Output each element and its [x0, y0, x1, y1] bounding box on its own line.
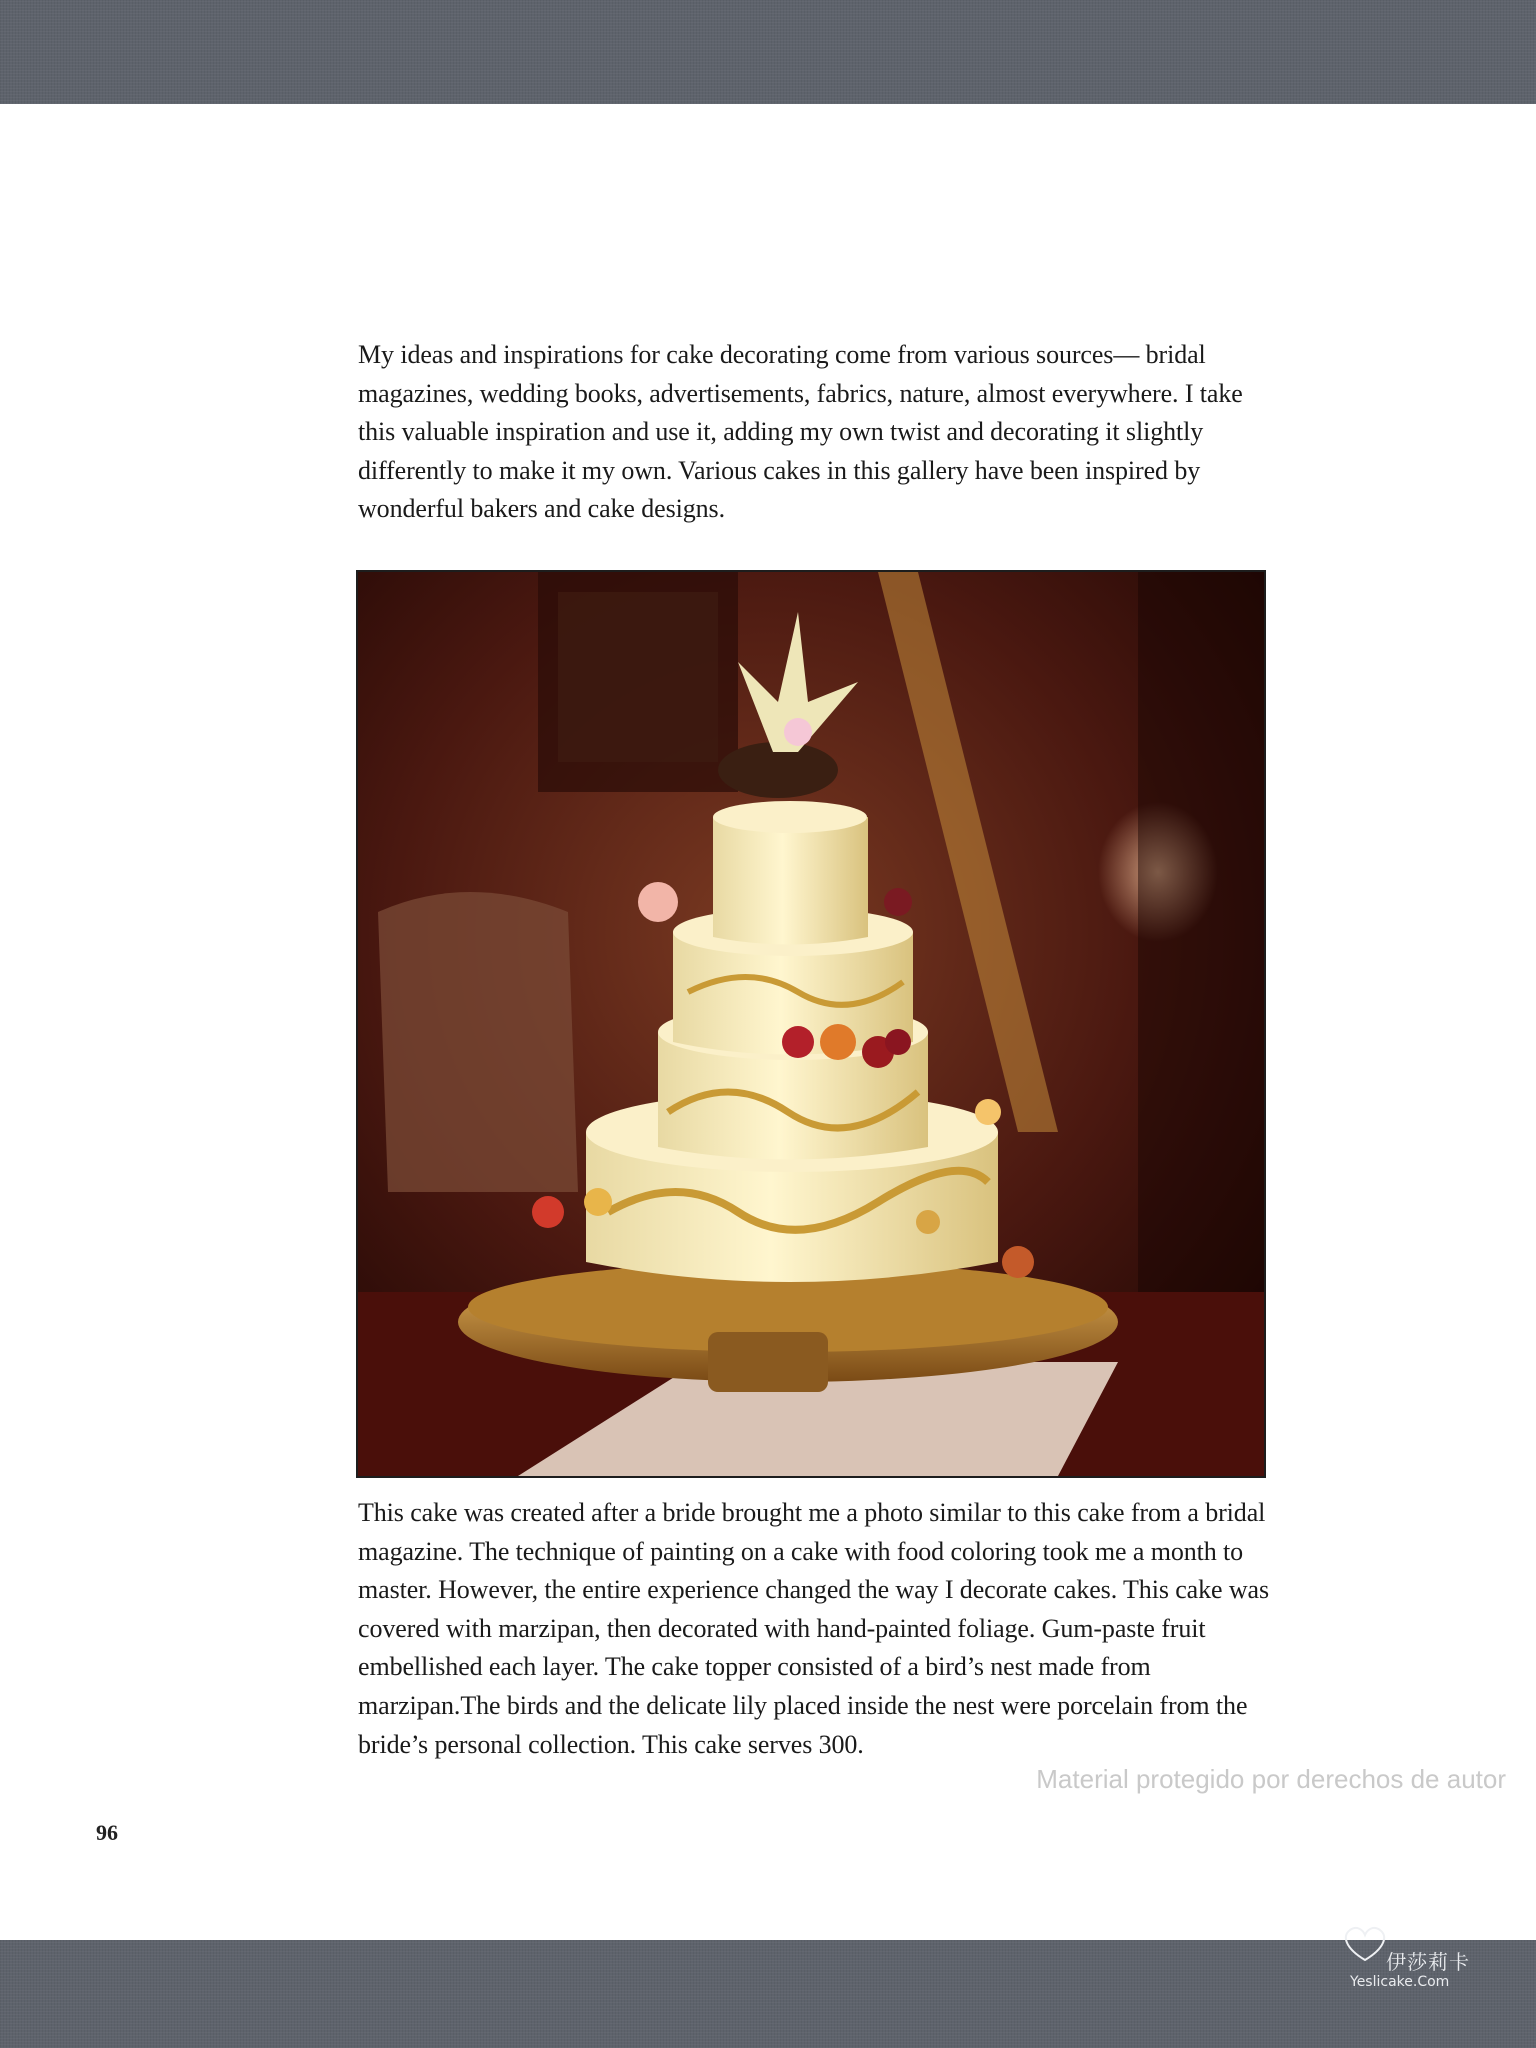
photo-caption: This cake was created after a bride brought me a photo similar to this cake from a bridal magazine. The technique of painting on a cake with food coloring took me a month to master. However, the entire experience changed the way I decorate cakes. This cake was covered with marzipan, then decorated with hand-painted foliage. Gum-paste fruit embellished each layer. The cake topper consisted of a bird’s nest made from marzipan.The birds and the delicate lily placed inside the nest were porcelain from the bride’s personal collection. This cake serves 300. — [358, 1498, 1269, 1759]
cake-photo — [356, 570, 1266, 1478]
heart-outline-icon — [1340, 1924, 1390, 1964]
copyright-watermark: Material protegido por derechos de autor — [1036, 1764, 1506, 1794]
site-logo — [1340, 1924, 1510, 1994]
logo-chinese-text: 伊莎莉卡 — [1386, 1950, 1470, 1974]
bottom-frame-bar — [0, 1940, 1536, 2048]
logo-english-text: Yeslicake.Com — [1350, 1974, 1450, 1990]
page-number: 96 — [96, 1820, 118, 1845]
book-page[interactable] — [0, 104, 1536, 1940]
intro-paragraph: My ideas and inspirations for cake decorating come from various sources— bridal magazines, wedding books, advertisements, fabrics, nature, almost everywhere. I take this valuable inspiration and use it, adding my own twist and decorating it slightly differently to make it my own. Various cakes in this gallery have been inspired by wonderful bakers and cake designs. — [358, 340, 1243, 524]
cake-illustration — [358, 572, 1264, 1476]
top-frame-bar — [0, 0, 1536, 104]
